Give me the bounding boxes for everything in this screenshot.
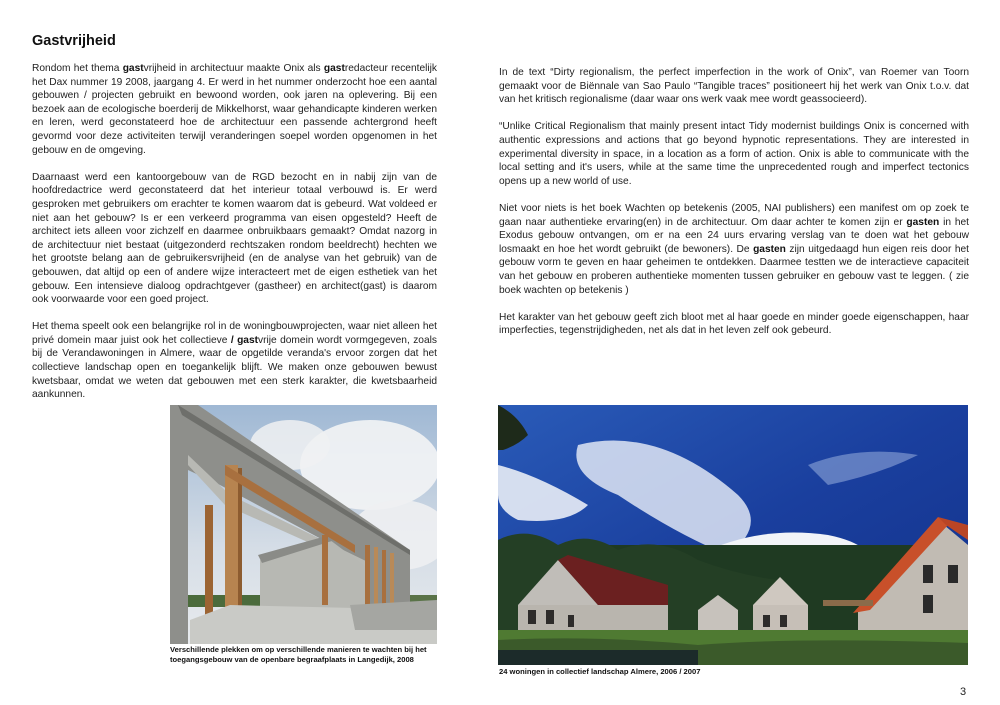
paragraph: Het karakter van het gebouw geeft zich bloot met al haar goede en minder goede eigenschappen, haar imperfecties, tegenstrijdigheden, net als dat in het leven zelf ook gebeurd. <box>499 311 969 337</box>
bold-text-run: gast <box>122 63 144 74</box>
left-column <box>32 62 437 415</box>
paragraph <box>32 320 437 402</box>
text-run: vrijheid in architectuur maakte Onix als <box>143 63 324 74</box>
bold-text-run: / gast <box>230 334 259 346</box>
bold-text-run: gasten <box>753 243 786 255</box>
paragraph <box>32 62 437 157</box>
figure-caption: 24 woningen in collectief landschap Almere, 2006 / 2007 <box>499 667 701 676</box>
text-run: zijn uitgedaagd hun eigen reis door het gebouw vorm te geven en haar geheimen te ontdekken. Daarmee testten we de interactieve capaciteit van het gebouw en proberen authentieke momenten tussen gebruiker en gebouw vast te leggen. ( zie boek wachten op betekenis ) <box>499 243 969 296</box>
paragraph: In de text “Dirty regionalism, the perfect imperfection in the work of Onix”, van Roemer van Toorn gemaakt voor de Biënnale van Sao Paulo “Tangible traces” positioneert hij het werk van Onix t.o.v. dat van het kritisch regionalisme (daar waar ons werk vaak mee wordt geassocieerd). <box>499 67 969 106</box>
text-run: Niet voor niets is het boek Wachten op betekenis (2005, NAI publishers) een manifest om op zoek te gaan naar authentieke ervaring(en) in de architectuur. Om daar achter te komen zijn er <box>499 202 969 228</box>
text-run: Rondom het thema <box>32 63 123 74</box>
figure-caption: Verschillende plekken om op verschillende manieren te wachten bij het toegangsgebouw van de openbare begraafplaats in Langedijk, 2008 <box>170 645 427 664</box>
bold-text-run: gast <box>323 63 345 74</box>
paragraph <box>499 202 969 297</box>
page-number: 3 <box>960 686 967 698</box>
text-run: Het thema speelt ook een belangrijke rol in de woningbouwprojecten, waar niet alleen het privé domein maar juist ook het collectieve <box>32 321 437 346</box>
text-run: vrije domein wordt vormgegeven, zoals bij de Verandawoningen in Almere, waar de opgetilde veranda's ervoor zorgen dat het collectieve landschap open en toegankelijk blijft. We maken onze gebouwen bewust kwetsbaar, omdat we weten dat gebouwen met een sterk karakter, die kwetsbaarheid aankunnen. <box>32 334 437 401</box>
paragraph: Daarnaast werd een kantoorgebouw van de RGD bezocht en in nabij zijn van de hoofdredactrice werd geconstateerd dat het interieur totaal verbouwd is. Er werd gesproken met gebruikers om erachter te komen waarom dat is gebeurd. Wat voldeed er niet aan het gebouw? Is er een verkeerd programma van eisen opgesteld? Heeft de architect iets alleen voor zichzelf en daarmee onbruikbaars gemaakt? Omdat nazorg in de architectuur niet bestaat (uitgezonderd rechtszaken rondom beeldrecht) hechten we het grootste belang aan de gebruikersvrijheid (en de analyse van het gebruik) van de gebouwen, dat altijd op een of andere wijze interacteert met de eigen esthetiek van het gebouw. Een intensieve dialoog opdrachtgever (gastheer) en architect(gast) is daarom ook voorwaarde voor een goed project. <box>32 171 437 306</box>
text-run: redacteur recentelijk het Dax nummer 19 2008, jaargang 4. Er werd in het nummer onderzocht hoe een aantal gebouwen / projecten gebruikt en bewoond worden, ook jaren na oplevering. Bij een bezoek aan de ecologische boerderij de Mikkelhorst, waar gehandicapte kinderen werken en leren, werd geconstateerd hoe de architectuur een passende achtergrond heeft gevormd voor deze activiteiten terwijl veranderingen soepel worden opgenomen in het gebouw en de omgeving. <box>32 63 437 156</box>
page-title: Gastvrijheid <box>32 33 116 49</box>
photo-almere-houses <box>498 405 968 665</box>
bold-text-run: gasten <box>906 216 940 228</box>
quote-paragraph: “Unlike Critical Regionalism that mainly present intact Tidy modernist buildings Onix is concerned with authentic expressions and actions that go beyond hypnotic representations. They are interested in experimental diversity in space, in a location as a form of action. Onix is able to communicate with the local setting and it's users, while at the same time the unprecedented rough and imperfect tectonics opens up a new world of use. <box>499 121 969 187</box>
photo-cemetery-entrance-building <box>170 405 437 644</box>
text-run: in het Exodus gebouw ontvangen, om er na een 24 uurs ervaring verslag van te doen wat het gebouw losmaakt en hoe het wordt gebruikt (de bewoners). De <box>499 216 969 255</box>
right-column <box>499 66 969 351</box>
